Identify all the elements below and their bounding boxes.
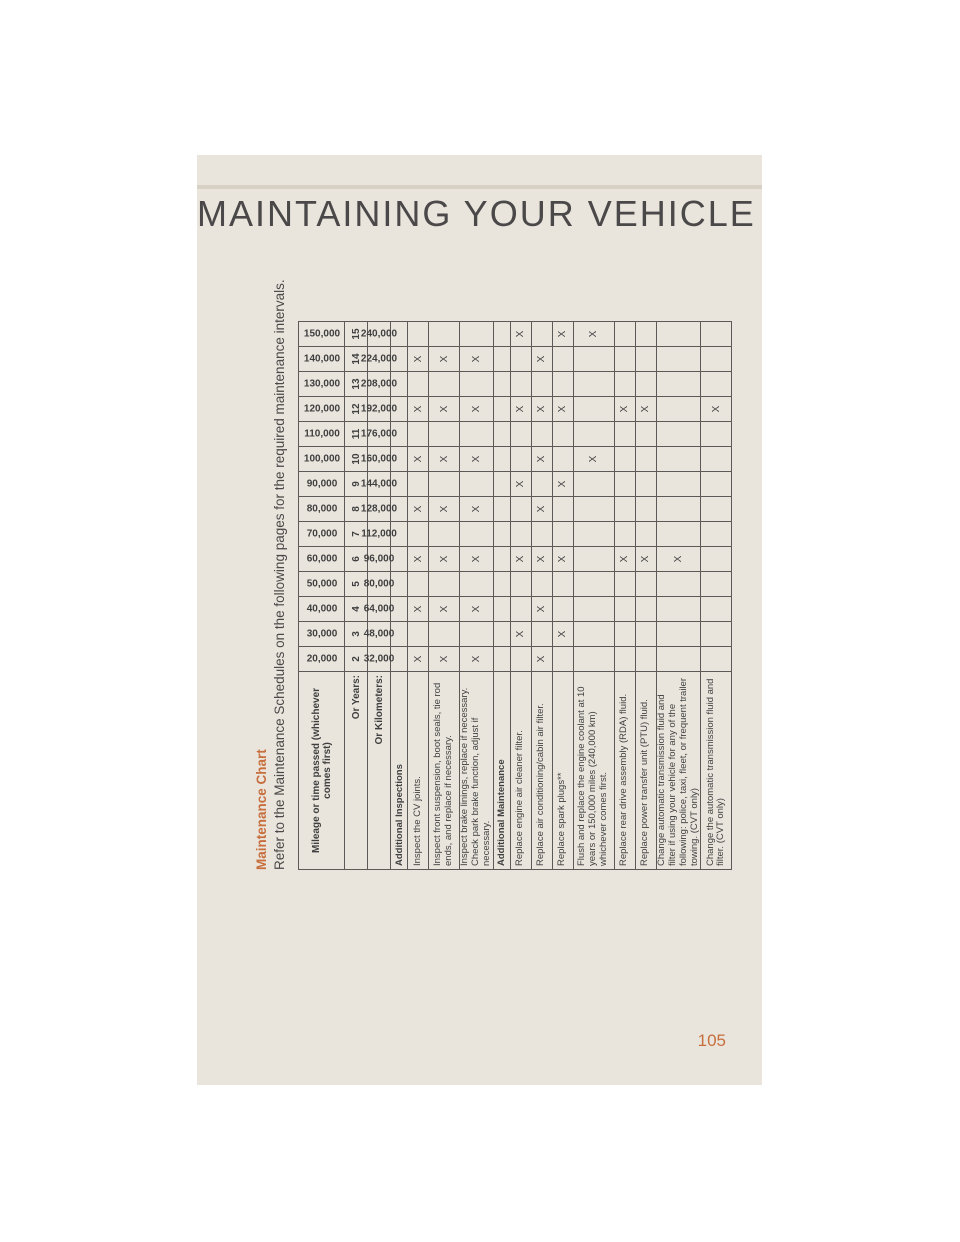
- empty-cell: [701, 347, 732, 372]
- service-mark: X: [429, 547, 460, 572]
- mileage-value: 150,000: [303, 328, 340, 340]
- mileage-value: 120,000: [303, 403, 340, 415]
- service-mark: X: [552, 472, 573, 497]
- service-mark: X: [460, 647, 494, 672]
- kilometers-header-cell: [363, 572, 395, 597]
- empty-cell: [460, 522, 494, 547]
- empty-cell: [701, 322, 732, 347]
- service-mark: X: [656, 547, 701, 572]
- service-mark: X: [460, 547, 494, 572]
- mileage-value: 90,000: [306, 478, 337, 490]
- empty-cell: [460, 572, 494, 597]
- empty-cell: [493, 547, 510, 572]
- empty-cell: [510, 522, 531, 547]
- service-mark: X: [552, 322, 573, 347]
- service-mark: X: [552, 622, 573, 647]
- kilometers-header-cell: [361, 522, 397, 547]
- mileage-value: 110,000: [303, 428, 340, 440]
- page-number: 105: [697, 1031, 726, 1050]
- mileage-header-row: [299, 322, 345, 870]
- mileage-header-cell: [299, 597, 345, 622]
- mileage-header-cell: [299, 372, 345, 397]
- years-value: 12: [345, 397, 368, 422]
- service-mark: X: [531, 447, 552, 472]
- task-label: Change the automatic transmission fluid and filter. (CVT only): [701, 672, 732, 870]
- service-mark: X: [531, 397, 552, 422]
- years-value: 3: [345, 622, 368, 647]
- empty-cell: [429, 572, 460, 597]
- mileage-value: 80,000: [306, 503, 337, 515]
- years-value: 14: [345, 347, 368, 372]
- empty-cell: [701, 597, 732, 622]
- section-title: Additional Maintenance: [493, 672, 510, 870]
- empty-cell: [552, 597, 573, 622]
- empty-cell: [510, 572, 531, 597]
- service-mark: X: [614, 397, 635, 422]
- service-mark: X: [408, 647, 429, 672]
- empty-cell: [510, 347, 531, 372]
- empty-cell: [701, 572, 732, 597]
- mileage-header-cell: [299, 622, 345, 647]
- task-row: [460, 322, 494, 870]
- service-mark: X: [429, 597, 460, 622]
- service-mark: X: [531, 497, 552, 522]
- manual-page: [197, 155, 762, 1085]
- empty-cell: [493, 322, 510, 347]
- empty-cell: [573, 422, 614, 447]
- kilometers-header-cell: [360, 422, 398, 447]
- kilometers-value: 240,000: [360, 328, 398, 340]
- empty-cell: [614, 497, 635, 522]
- empty-cell: [573, 347, 614, 372]
- kilometers-value: 160,000: [360, 453, 398, 465]
- empty-cell: [510, 372, 531, 397]
- service-mark: X: [531, 647, 552, 672]
- empty-cell: [552, 422, 573, 447]
- service-mark: X: [510, 547, 531, 572]
- service-mark: X: [573, 322, 614, 347]
- section-row: [493, 322, 510, 870]
- mileage-header-cell: [299, 547, 345, 572]
- empty-cell: [429, 372, 460, 397]
- empty-cell: [408, 572, 429, 597]
- empty-cell: [656, 347, 701, 372]
- empty-cell: [510, 647, 531, 672]
- kilometers-header-row: [368, 322, 391, 870]
- years-value: 9: [345, 472, 368, 497]
- mileage-value: 140,000: [303, 353, 340, 365]
- service-mark: X: [701, 397, 732, 422]
- mileage-header-cell: [299, 472, 345, 497]
- task-row: [429, 322, 460, 870]
- maintenance-chart-table: [298, 321, 732, 870]
- task-label: Replace rear drive assembly (RDA) fluid.: [614, 672, 635, 870]
- empty-cell: [531, 422, 552, 447]
- empty-cell: [552, 347, 573, 372]
- empty-cell: [408, 622, 429, 647]
- empty-cell: [493, 572, 510, 597]
- empty-cell: [493, 372, 510, 397]
- empty-cell: [429, 622, 460, 647]
- empty-cell: [614, 372, 635, 397]
- mileage-header-cell: [299, 572, 345, 597]
- empty-cell: [460, 322, 494, 347]
- empty-cell: [701, 547, 732, 572]
- kilometers-header-cell: [360, 397, 398, 422]
- mileage-header-cell: [299, 322, 345, 347]
- empty-cell: [635, 622, 656, 647]
- years-value: 8: [345, 497, 368, 522]
- empty-cell: [656, 397, 701, 422]
- service-mark: X: [408, 397, 429, 422]
- task-label: Inspect front suspension, boot seals, tie rod ends, and replace if necessary.: [429, 672, 460, 870]
- kilometers-value: 48,000: [363, 628, 395, 640]
- section-title: Additional Inspections: [391, 672, 408, 870]
- empty-cell: [701, 497, 732, 522]
- mileage-header-cell: [299, 522, 345, 547]
- header-rule: [197, 185, 762, 189]
- mileage-value: 30,000: [306, 628, 337, 640]
- empty-cell: [510, 497, 531, 522]
- mileage-value: 50,000: [306, 578, 337, 590]
- empty-cell: [408, 522, 429, 547]
- mileage-value: 40,000: [306, 603, 337, 615]
- kilometers-value: 176,000: [360, 428, 398, 440]
- mileage-value: 60,000: [306, 553, 337, 565]
- kilometers-header-cell: [360, 372, 398, 397]
- chart-intro: Refer to the Maintenance Schedules on the following pages for the required maintenance intervals.: [272, 279, 287, 870]
- kilometers-header-cell: [360, 447, 398, 472]
- empty-cell: [408, 372, 429, 397]
- empty-cell: [656, 522, 701, 547]
- empty-cell: [429, 472, 460, 497]
- empty-cell: [656, 647, 701, 672]
- empty-cell: [552, 647, 573, 672]
- mileage-value: 100,000: [303, 453, 340, 465]
- task-row: [531, 322, 552, 870]
- years-value: 13: [345, 372, 368, 397]
- task-row: [635, 322, 656, 870]
- kilometers-header-cell: [363, 647, 395, 672]
- empty-cell: [573, 472, 614, 497]
- empty-cell: [701, 447, 732, 472]
- task-row: [701, 322, 732, 870]
- kilometers-value: 96,000: [363, 553, 395, 565]
- kilometers-value: 32,000: [363, 653, 395, 665]
- empty-cell: [493, 522, 510, 547]
- empty-cell: [635, 472, 656, 497]
- empty-cell: [510, 447, 531, 472]
- empty-cell: [460, 372, 494, 397]
- empty-cell: [552, 522, 573, 547]
- mileage-header-cell: [299, 347, 345, 372]
- empty-cell: [656, 597, 701, 622]
- rotated-chart-block: [254, 210, 727, 870]
- empty-cell: [531, 572, 552, 597]
- service-mark: X: [460, 497, 494, 522]
- service-mark: X: [408, 447, 429, 472]
- empty-cell: [510, 597, 531, 622]
- task-row: [614, 322, 635, 870]
- task-label: Replace air conditioning/cabin air filter.: [531, 672, 552, 870]
- empty-cell: [701, 522, 732, 547]
- empty-cell: [614, 622, 635, 647]
- task-row: [573, 322, 614, 870]
- empty-cell: [635, 572, 656, 597]
- empty-cell: [408, 322, 429, 347]
- kilometers-header-cell: [360, 472, 398, 497]
- empty-cell: [429, 422, 460, 447]
- kilometers-value: 80,000: [363, 578, 395, 590]
- empty-cell: [701, 622, 732, 647]
- task-label: Change automatic transmission fluid and filter if using your vehicle for any of the following: police, taxi, fleet, or frequent trailer towing. (CVT only): [656, 672, 701, 870]
- empty-cell: [656, 372, 701, 397]
- empty-cell: [493, 447, 510, 472]
- service-mark: X: [552, 397, 573, 422]
- years-value: 2: [345, 647, 368, 672]
- empty-cell: [531, 622, 552, 647]
- kilometers-value: 208,000: [360, 378, 398, 390]
- empty-cell: [656, 572, 701, 597]
- years-value: 11: [345, 422, 368, 447]
- kilometers-value: 144,000: [360, 478, 398, 490]
- empty-cell: [614, 322, 635, 347]
- empty-cell: [552, 572, 573, 597]
- service-mark: X: [408, 497, 429, 522]
- task-row: [408, 322, 429, 870]
- empty-cell: [614, 522, 635, 547]
- empty-cell: [552, 447, 573, 472]
- empty-cell: [573, 597, 614, 622]
- service-mark: X: [408, 597, 429, 622]
- task-label: Inspect the CV joints.: [408, 672, 429, 870]
- service-mark: X: [552, 547, 573, 572]
- empty-cell: [460, 472, 494, 497]
- empty-cell: [531, 472, 552, 497]
- mileage-value: 130,000: [303, 378, 340, 390]
- mileage-header-cell: [299, 422, 345, 447]
- kilometers-value: 112,000: [361, 528, 397, 540]
- service-mark: X: [408, 547, 429, 572]
- service-mark: X: [460, 597, 494, 622]
- empty-cell: [573, 572, 614, 597]
- empty-cell: [573, 397, 614, 422]
- empty-cell: [552, 372, 573, 397]
- service-mark: X: [408, 347, 429, 372]
- empty-cell: [552, 497, 573, 522]
- empty-cell: [460, 622, 494, 647]
- empty-cell: [493, 422, 510, 447]
- empty-cell: [493, 647, 510, 672]
- mileage-value: 20,000: [306, 653, 337, 665]
- kilometers-header-cell: [363, 547, 395, 572]
- chart-title: Maintenance Chart: [254, 749, 269, 870]
- empty-cell: [635, 497, 656, 522]
- service-mark: X: [635, 547, 656, 572]
- mileage-header-label: Mileage or time passed (whichever comes first): [299, 672, 345, 870]
- empty-cell: [531, 522, 552, 547]
- kilometers-header-cell: [360, 322, 398, 347]
- empty-cell: [573, 522, 614, 547]
- empty-cell: [635, 322, 656, 347]
- chapter-title: MAINTAINING YOUR VEHICLE: [197, 193, 756, 234]
- task-row: [510, 322, 531, 870]
- mileage-header-cell: [299, 647, 345, 672]
- empty-cell: [573, 372, 614, 397]
- empty-cell: [614, 572, 635, 597]
- empty-cell: [656, 622, 701, 647]
- empty-cell: [531, 322, 552, 347]
- empty-cell: [656, 447, 701, 472]
- service-mark: X: [531, 547, 552, 572]
- empty-cell: [429, 522, 460, 547]
- kilometers-value: 128,000: [360, 503, 398, 515]
- task-row: [552, 322, 573, 870]
- mileage-header-cell: [299, 447, 345, 472]
- task-label: Replace power transfer unit (PTU) fluid.: [635, 672, 656, 870]
- service-mark: X: [429, 497, 460, 522]
- empty-cell: [635, 347, 656, 372]
- service-mark: X: [531, 597, 552, 622]
- empty-cell: [614, 422, 635, 447]
- service-mark: X: [531, 347, 552, 372]
- kilometers-value: 224,000: [360, 353, 398, 365]
- empty-cell: [656, 472, 701, 497]
- kilometers-header-label: Or Kilometers:: [368, 672, 391, 870]
- empty-cell: [656, 497, 701, 522]
- empty-cell: [531, 372, 552, 397]
- empty-cell: [635, 422, 656, 447]
- task-label: Replace spark plugs**: [552, 672, 573, 870]
- years-value: 7: [345, 522, 368, 547]
- empty-cell: [635, 447, 656, 472]
- years-value: 10: [345, 447, 368, 472]
- empty-cell: [573, 547, 614, 572]
- task-label: Inspect brake linings, replace if necessary. Check park brake function, adjust if necessary.: [460, 672, 494, 870]
- empty-cell: [701, 647, 732, 672]
- empty-cell: [573, 647, 614, 672]
- empty-cell: [635, 647, 656, 672]
- empty-cell: [635, 522, 656, 547]
- service-mark: X: [573, 447, 614, 472]
- service-mark: X: [429, 447, 460, 472]
- empty-cell: [493, 597, 510, 622]
- service-mark: X: [429, 397, 460, 422]
- empty-cell: [460, 422, 494, 447]
- task-label: Flush and replace the engine coolant at 10 years or 150,000 miles (240,000 km) whichever comes first.: [573, 672, 614, 870]
- service-mark: X: [460, 397, 494, 422]
- service-mark: X: [429, 347, 460, 372]
- kilometers-header-cell: [360, 347, 398, 372]
- mileage-header-cell: [299, 397, 345, 422]
- empty-cell: [493, 497, 510, 522]
- empty-cell: [493, 472, 510, 497]
- empty-cell: [701, 472, 732, 497]
- kilometers-header-cell: [363, 622, 395, 647]
- mileage-header-cell: [299, 497, 345, 522]
- years-value: 15: [345, 322, 368, 347]
- empty-cell: [614, 447, 635, 472]
- empty-cell: [614, 472, 635, 497]
- service-mark: X: [510, 397, 531, 422]
- empty-cell: [493, 347, 510, 372]
- task-label: Replace engine air cleaner filter.: [510, 672, 531, 870]
- task-row: [656, 322, 701, 870]
- empty-cell: [408, 422, 429, 447]
- service-mark: X: [510, 622, 531, 647]
- kilometers-header-cell: [363, 597, 395, 622]
- empty-cell: [656, 422, 701, 447]
- empty-cell: [701, 372, 732, 397]
- empty-cell: [493, 622, 510, 647]
- empty-cell: [635, 597, 656, 622]
- empty-cell: [701, 422, 732, 447]
- empty-cell: [656, 322, 701, 347]
- service-mark: X: [510, 472, 531, 497]
- mileage-value: 70,000: [306, 528, 337, 540]
- empty-cell: [573, 622, 614, 647]
- empty-cell: [635, 372, 656, 397]
- years-value: 6: [345, 547, 368, 572]
- empty-cell: [429, 322, 460, 347]
- service-mark: X: [510, 322, 531, 347]
- empty-cell: [493, 397, 510, 422]
- service-mark: X: [460, 347, 494, 372]
- kilometers-value: 192,000: [360, 403, 398, 415]
- empty-cell: [573, 497, 614, 522]
- years-value: 4: [345, 597, 368, 622]
- service-mark: X: [635, 397, 656, 422]
- years-header-label: Or Years:: [345, 672, 368, 870]
- service-mark: X: [614, 547, 635, 572]
- empty-cell: [614, 597, 635, 622]
- service-mark: X: [460, 447, 494, 472]
- empty-cell: [614, 347, 635, 372]
- empty-cell: [510, 422, 531, 447]
- kilometers-value: 64,000: [363, 603, 395, 615]
- empty-cell: [614, 647, 635, 672]
- service-mark: X: [429, 647, 460, 672]
- empty-cell: [408, 472, 429, 497]
- kilometers-header-cell: [360, 497, 398, 522]
- years-value: 5: [345, 572, 368, 597]
